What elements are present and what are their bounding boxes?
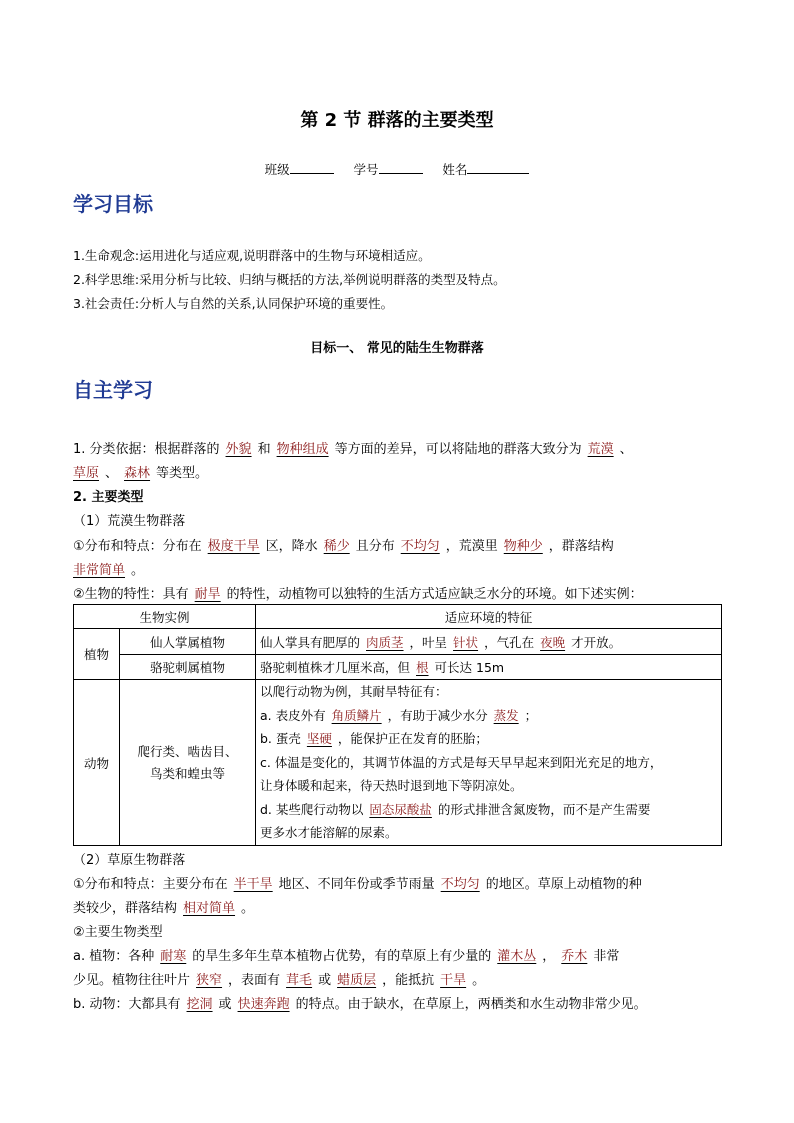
desert-organism-traits: ②生物的特性：具有 耐旱 的特性，动植物可以独特的生活方式适应缺乏水分的环境。如下述实例： [73, 587, 643, 602]
class-blank[interactable] [290, 161, 334, 174]
goal-item: 2.科学思维:采用分析与比较、归纳与概括的方法,举例说明群落的类型及特点。 [73, 272, 506, 287]
desert-adaptation-table [73, 604, 722, 846]
goal-item: 1.生命观念:运用进化与适应观,说明群落中的生物与环境相适应。 [73, 248, 431, 263]
answer-blank: 干旱 [440, 973, 467, 988]
name-label: 姓名 [442, 162, 468, 177]
answer-blank: 荒漠 [587, 442, 614, 457]
answer-blank: 极度干旱 [207, 539, 260, 554]
header-feature: 适应环境的特征 [256, 605, 722, 629]
animal-types: 爬行类、啮齿目、 鸟类和蝗虫等 [120, 680, 256, 846]
grassland-animals: b. 动物：大都具有 挖洞 或 快速奔跑 的特点。由于缺水，在草原上，两栖类和水生动物非常少见。 [73, 997, 647, 1012]
answer-blank: 挖洞 [186, 997, 213, 1012]
answer-blank: 稀少 [323, 539, 350, 554]
answer-blank: 草原 [73, 466, 100, 481]
goal-item: 3.社会责任:分析人与自然的关系,认同保护环境的重要性。 [73, 296, 394, 311]
grassland-heading: （2）草原生物群落 [73, 853, 186, 868]
answer-blank: 半干旱 [233, 877, 273, 892]
main-types-heading: 2. 主要类型 [73, 490, 144, 505]
grassland-distribution: ①分布和特点：主要分布在 半干旱 地区、不同年份或季节雨量 不均匀 的地区。草原上动植物的种 [73, 877, 642, 892]
answer-blank: 坚硬 [306, 731, 332, 747]
cactus-feature: 仙人掌具有肥厚的 肉质茎 ，叶呈 针状 ，气孔在 夜晚 才开放。 [256, 629, 722, 655]
answer-blank: 不均匀 [400, 539, 440, 554]
plant-label: 植物 [74, 629, 120, 680]
desert-distribution: ①分布和特点：分布在 极度干旱 区，降水 稀少 且分布 不均匀 ，荒漠里 物种少 ，群落结构 [73, 539, 614, 554]
answer-blank: 狭窄 [196, 973, 223, 988]
answer-blank: 针状 [453, 634, 479, 650]
answer-blank: 耐旱 [194, 587, 221, 602]
animal-features: 以爬行动物为例，其耐旱特征有： a. 表皮外有 角质鳞片 ，有助于减少水分 蒸发 ； b. 蛋壳 坚硬 ，能保护正在发育的胚胎； c. 体温是变化的，其调节体温的方式是每天早早起来到阳光充足的地方， 让身体暖和起来，待天热时退到地下等阴凉处。 d. 某些爬行动物以 固态尿酸盐 的形式排泄含氮废物，而不是产生需要 更多水才能溶解的尿素。 [256, 680, 722, 846]
learning-goals-heading: 学习目标 [73, 192, 153, 216]
answer-blank: 快速奔跑 [237, 997, 290, 1012]
header-example: 生物实例 [74, 605, 256, 629]
answer-blank: 外貌 [225, 442, 252, 457]
page-title: 第 2 节 群落的主要类型 [300, 110, 494, 131]
answer-blank: 相对简单 [183, 901, 236, 916]
number-blank[interactable] [379, 161, 423, 174]
answer-blank: 非常简单 [73, 563, 126, 578]
answer-blank: 乔木 [561, 949, 588, 964]
answer-blank: 根 [416, 660, 429, 675]
answer-blank: 蒸发 [493, 707, 519, 723]
class-label: 班级 [264, 162, 290, 177]
answer-blank: 固态尿酸盐 [369, 801, 432, 817]
desert-heading: （1）荒漠生物群落 [73, 514, 186, 529]
desert-distribution-cont: 非常简单 。 [73, 563, 145, 578]
classification-basis-cont: 草原 、 森林 等类型。 [73, 466, 209, 481]
answer-blank: 物种组成 [276, 442, 329, 457]
target-one-title: 目标一、 常见的陆生生物群落 [310, 341, 484, 356]
grassland-types-heading: ②主要生物类型 [73, 925, 163, 940]
grassland-plants-cont: 少见。植物往往叶片 狭窄 ，表面有 茸毛 或 蜡质层 ，能抵抗 干旱 。 [73, 973, 486, 988]
answer-blank: 蜡质层 [337, 973, 377, 988]
answer-blank: 森林 [124, 466, 151, 481]
student-info [0, 160, 794, 178]
answer-blank: 肉质茎 [366, 634, 404, 650]
answer-blank: 不均匀 [440, 877, 480, 892]
cactus-name: 仙人掌属植物 [120, 629, 256, 655]
classification-basis: 1. 分类依据：根据群落的 外貌 和 物种组成 等方面的差异，可以将陆地的群落大致分为 荒漠 、 [73, 442, 633, 457]
name-blank[interactable] [467, 161, 529, 174]
grassland-plants: a. 植物：各种 耐寒 的旱生多年生草本植物占优势，有的草原上有少量的 灌木丛 ， 乔木 非常 [73, 949, 620, 964]
answer-blank: 角质鳞片 [331, 707, 382, 723]
answer-blank: 耐寒 [160, 949, 187, 964]
answer-blank: 茸毛 [286, 973, 313, 988]
grassland-distribution-cont: 类较少，群落结构 相对简单 。 [73, 901, 255, 916]
answer-blank: 物种少 [503, 539, 543, 554]
self-study-heading: 自主学习 [73, 378, 153, 402]
answer-blank: 灌木丛 [497, 949, 537, 964]
camelthorn-feature: 骆驼刺植株才几厘米高，但 根 可长达 15m [256, 655, 722, 680]
number-label: 学号 [353, 162, 379, 177]
animal-label: 动物 [74, 680, 120, 846]
answer-blank: 夜晚 [540, 634, 566, 650]
camelthorn-name: 骆驼刺属植物 [120, 655, 256, 680]
